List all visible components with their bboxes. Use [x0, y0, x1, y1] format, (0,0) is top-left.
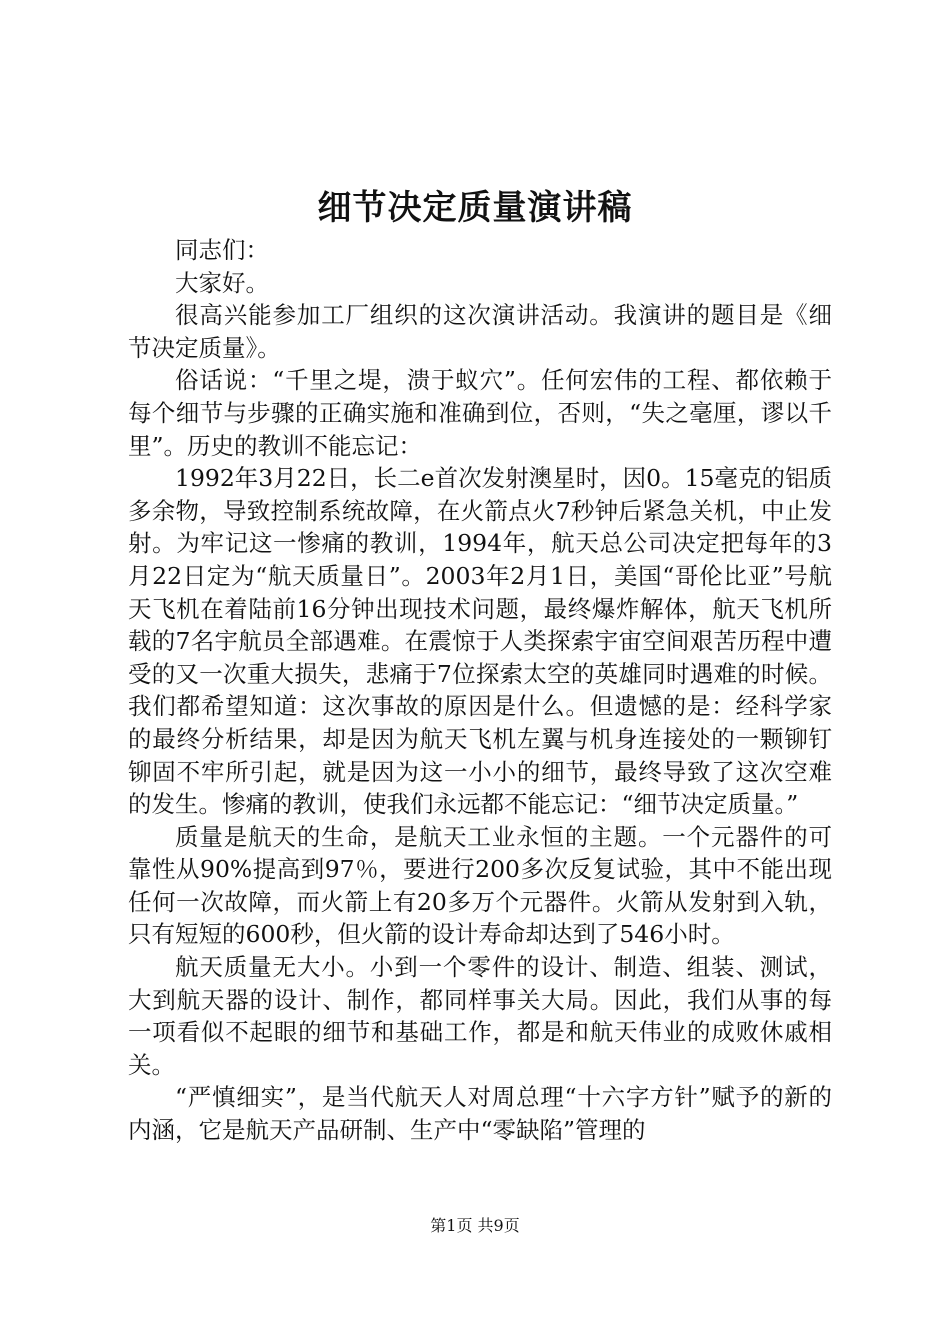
paragraph-quality-life: 质量是航天的生命，是航天工业永恒的主题。一个元器件的可靠性从90%提高到97％，要进行200多次反复试验，其中不能出现任何一次故障，而火箭上有20多万个元器件。火箭从发射到入轨，只有短短的600秒，但火箭的设计寿命却达到了546小时。 — [128, 822, 832, 949]
paragraph-intro: 很高兴能参加工厂组织的这次演讲活动。我演讲的题目是《细节决定质量》。 — [128, 301, 832, 362]
page-number-footer: 第1页 共9页 — [430, 1216, 520, 1235]
paragraph-proverb: 俗话说：“千里之堤，溃于蚁穴”。任何宏伟的工程、都依赖于每个细节与步骤的正确实施和准确到位，否则，“失之毫厘，谬以千里”。历史的教训不能忘记： — [128, 366, 832, 460]
document-title: 细节决定质量演讲稿 — [317, 188, 633, 228]
document-body — [128, 234, 832, 1147]
paragraph-no-small-quality: 航天质量无大小。小到一个零件的设计、制造、组装、测试，大到航天器的设计、制作，都同样事关大局。因此，我们从事的每一项看似不起眼的细节和基础工作，都是和航天伟业的成败休戚相关。 — [128, 953, 832, 1079]
paragraph-greeting: 同志们： — [175, 236, 269, 264]
paragraph-lessons: 1992年3月22日，长二e首次发射澳星时，因0。15毫克的铝质多余物，导致控制系统故障，在火箭点火7秒钟后紧急关机，中止发射。为牢记这一惨痛的教训，1994年，航天总公司决定把每年的3月22日定为“航天质量日”。2003年2月1日，美国“哥伦比亚”号航天飞机在着陆前16分钟出现技术问题，最终爆炸解体，航天飞机所载的7名宇航员全部遇难。在震惊于人类探索宇宙空间艰苦历程中遭受的又一次重大损失，悲痛于7位探索太空的英雄同时遇难的时候。我们都希望知道：这次事故的原因是什么。但遗憾的是：经科学家的最终分析结果，却是因为航天飞机左翼与机身连接处的一颗铆钉铆固不牢所引起，就是因为这一小小的细节，最终导致了这次空难的发生。惨痛的教训，使我们永远都不能忘记：“细节决定质量。” — [128, 464, 832, 819]
paragraph-strict-careful: “严慎细实”，是当代航天人对周总理“十六字方针”赋予的新的内涵，它是航天产品研制、生产中“零缺陷”管理的 — [128, 1083, 832, 1145]
paragraph-hello: 大家好。 — [175, 268, 269, 297]
